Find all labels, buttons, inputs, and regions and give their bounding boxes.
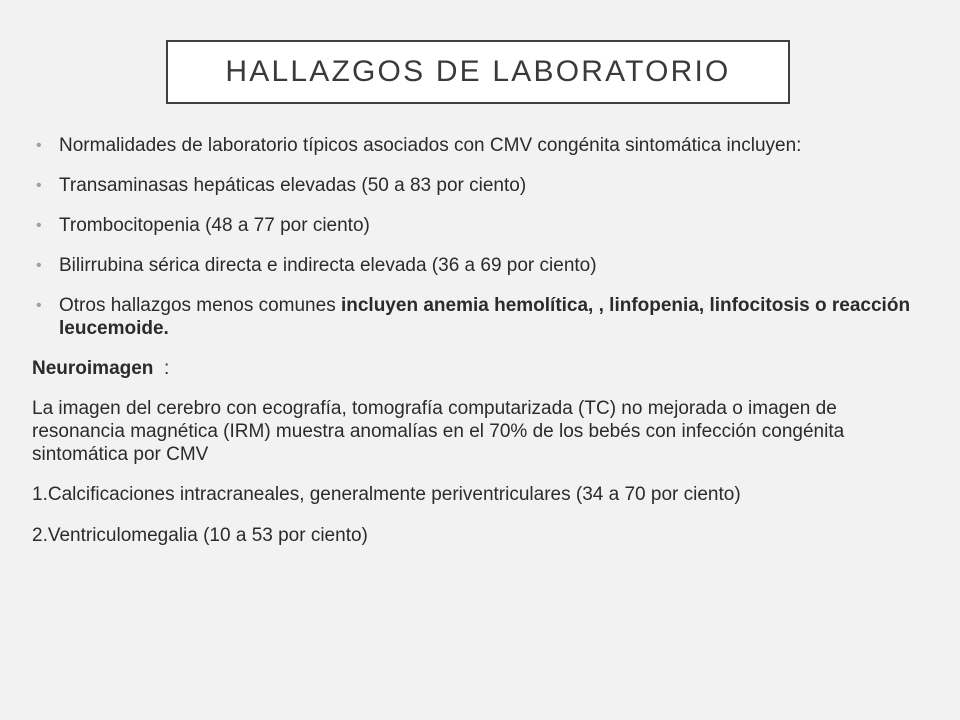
slide-content xyxy=(32,134,922,565)
bullet-dot-icon: • xyxy=(36,257,42,274)
bullet-item-thrombocytopenia xyxy=(32,214,922,237)
bullet-text: Transaminasas hepáticas elevadas (50 a 83 por ciento) xyxy=(59,175,527,196)
bullet-item-lab-abnormalities xyxy=(32,134,922,157)
bullet-item-bilirubin xyxy=(32,254,922,277)
neuro-heading-suffix: : xyxy=(153,358,170,379)
bullet-dot-icon: • xyxy=(36,137,42,154)
neuro-heading-line xyxy=(32,357,922,380)
bullet-text: Bilirrubina sérica directa e indirecta elevada (36 a 69 por ciento) xyxy=(59,255,597,276)
bullet-item-transaminases xyxy=(32,174,922,197)
bullet-text: Normalidades de laboratorio típicos asociados con CMV congénita sintomática incluyen: xyxy=(59,135,802,156)
bullet-text-bold: incluyen anemia hemolítica, , linfopenia, linfocitosis o reacción leucemoide. xyxy=(59,295,911,339)
title-box xyxy=(166,40,790,104)
numbered-item-calcifications: 1.Calcificaciones intracraneales, generalmente periventriculares (34 a 70 por ciento) xyxy=(32,484,741,505)
numbered-item-ventriculomegaly: 2.Ventriculomegalia (10 a 53 por ciento) xyxy=(32,525,368,546)
bullet-item-other-findings xyxy=(32,294,922,340)
slide-title: HALLAZGOS DE LABORATORIO xyxy=(225,55,731,88)
neuro-heading: Neuroimagen xyxy=(32,358,154,379)
bullet-text: Trombocitopenia (48 a 77 por ciento) xyxy=(59,215,370,236)
neuro-paragraph: La imagen del cerebro con ecografía, tomografía computarizada (TC) no mejorada o imagen de resonancia magnética (IRM) muestra anomalías en el 70% de los bebés con infección congénita sintomática por CMV xyxy=(32,398,845,465)
bullet-dot-icon: • xyxy=(36,217,42,234)
bullet-text-prefix: Otros hallazgos menos comunes xyxy=(59,295,341,316)
bullet-dot-icon: • xyxy=(36,177,42,194)
bullet-list xyxy=(32,134,922,340)
bullet-dot-icon: • xyxy=(36,297,42,314)
